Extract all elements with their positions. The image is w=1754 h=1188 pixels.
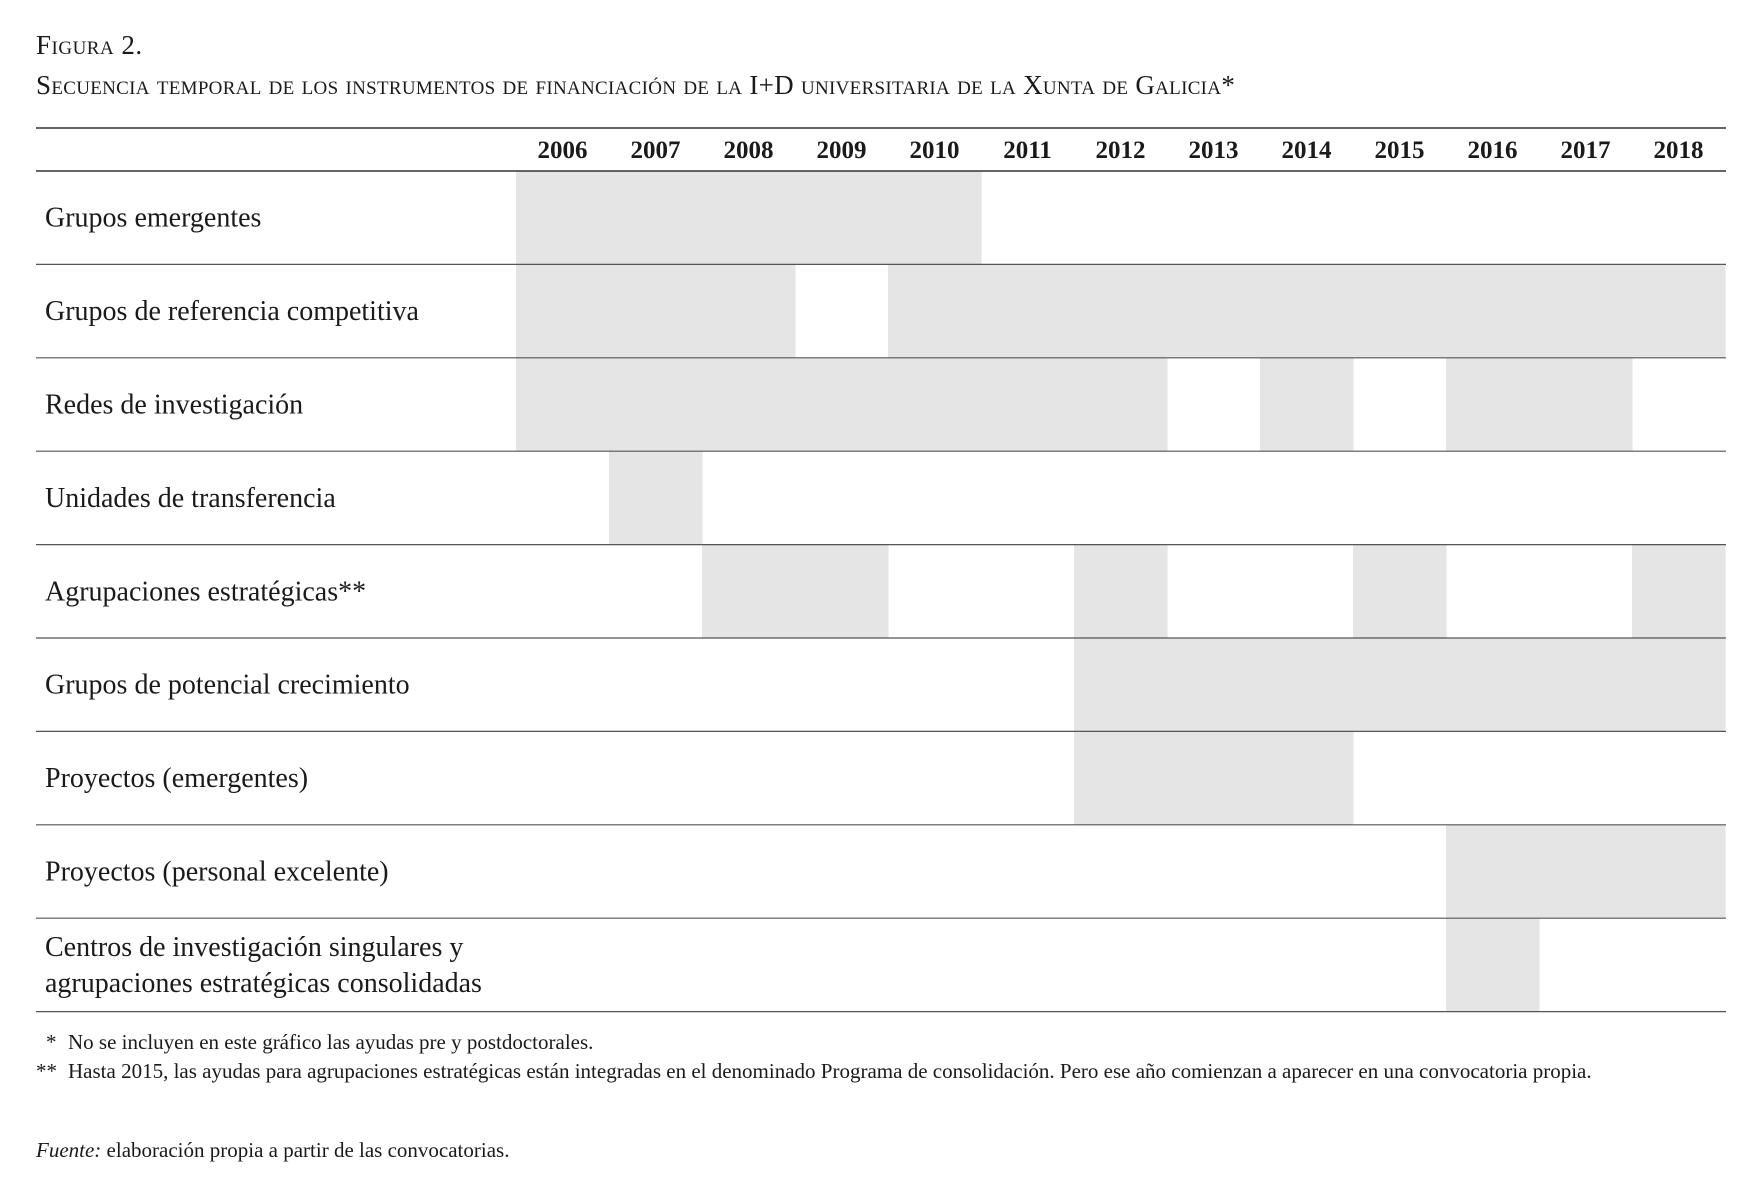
- active-cell-3-2016: [1446, 358, 1540, 451]
- footnote-1-text: No se incluyen en este gráfico las ayudas pre y postdoctorales.: [68, 1030, 594, 1054]
- active-cell-2-2017: [1539, 264, 1633, 357]
- active-cell-5-2018: [1632, 545, 1726, 638]
- active-cell-1-2008: [702, 171, 796, 264]
- active-cell-3-2008: [702, 358, 796, 451]
- active-cell-3-2007: [609, 358, 703, 451]
- active-cell-7-2012: [1074, 731, 1168, 824]
- active-cell-2-2018: [1632, 264, 1726, 357]
- footnote-1-mark: *: [46, 1030, 57, 1054]
- active-cell-6-2015: [1353, 638, 1447, 731]
- active-cell-6-2013: [1167, 638, 1261, 731]
- row-label-6: Grupos de potencial crecimiento: [45, 669, 410, 701]
- active-cell-2-2007: [609, 264, 703, 357]
- row-label-1: Grupos emergentes: [45, 202, 262, 234]
- active-cell-7-2013: [1167, 731, 1261, 824]
- active-cell-6-2018: [1632, 638, 1726, 731]
- source-note: [36, 1138, 509, 1163]
- active-cell-2-2016: [1446, 264, 1540, 357]
- row-label-5: Agrupaciones estratégicas**: [45, 576, 367, 608]
- row-label-4: Unidades de transferencia: [45, 482, 336, 514]
- active-cell-5-2009: [795, 545, 889, 638]
- footnote-2-mark: **: [36, 1059, 57, 1083]
- footnote-1: [36, 1028, 1726, 1057]
- active-cell-8-2016: [1446, 825, 1540, 918]
- active-cell-2-2006: [516, 264, 610, 357]
- year-header-2008: 2008: [723, 137, 774, 164]
- year-header-2018: 2018: [1653, 137, 1704, 164]
- year-header-2006: 2006: [537, 137, 588, 164]
- year-header-2012: 2012: [1095, 137, 1146, 164]
- active-cell-8-2018: [1632, 825, 1726, 918]
- active-cell-9-2016: [1446, 918, 1540, 1011]
- active-cell-8-2017: [1539, 825, 1633, 918]
- active-cell-1-2009: [795, 171, 889, 264]
- active-cell-1-2010: [888, 171, 982, 264]
- active-cell-3-2006: [516, 358, 610, 451]
- active-cell-2-2008: [702, 264, 796, 357]
- active-cell-1-2006: [516, 171, 610, 264]
- active-cell-7-2014: [1260, 731, 1354, 824]
- active-cell-6-2016: [1446, 638, 1540, 731]
- active-cell-3-2010: [888, 358, 982, 451]
- year-header-2011: 2011: [1003, 137, 1052, 164]
- active-cell-6-2017: [1539, 638, 1633, 731]
- footnote-2-text: Hasta 2015, las ayudas para agrupaciones estratégicas están integradas en el denominado Programa de consolidación. Pero ese año comienzan a aparecer en una convocatoria propia.: [68, 1059, 1592, 1083]
- source-label: Fuente:: [36, 1138, 102, 1162]
- active-cell-3-2017: [1539, 358, 1633, 451]
- row-label-8: Proyectos (personal excelente): [45, 856, 389, 888]
- year-header-2010: 2010: [909, 137, 960, 164]
- source-text: elaboración propia a partir de las convocatorias.: [106, 1138, 510, 1162]
- active-cell-2-2010: [888, 264, 982, 357]
- active-cell-5-2015: [1353, 545, 1447, 638]
- row-label-9-line-2: agrupaciones estratégicas consolidadas: [45, 967, 482, 999]
- active-cell-5-2012: [1074, 545, 1168, 638]
- active-cell-3-2012: [1074, 358, 1168, 451]
- active-cell-4-2007: [609, 451, 703, 544]
- year-header-2017: 2017: [1560, 137, 1611, 164]
- figure-number: Figura 2.: [36, 30, 143, 60]
- year-header-2014: 2014: [1281, 137, 1332, 164]
- row-label-9-line-1: Centros de investigación singulares y: [45, 931, 464, 963]
- active-cell-3-2011: [981, 358, 1075, 451]
- footnotes: [36, 1028, 1726, 1086]
- active-cell-3-2014: [1260, 358, 1354, 451]
- active-cell-2-2013: [1167, 264, 1261, 357]
- year-header-2015: 2015: [1374, 137, 1425, 164]
- active-cell-1-2007: [609, 171, 703, 264]
- year-header-2016: 2016: [1467, 137, 1518, 164]
- row-label-2: Grupos de referencia competitiva: [45, 296, 419, 328]
- row-label-7: Proyectos (emergentes): [45, 763, 309, 795]
- active-cell-2-2011: [981, 264, 1075, 357]
- active-cell-3-2009: [795, 358, 889, 451]
- active-cell-2-2015: [1353, 264, 1447, 357]
- footnote-2: [36, 1057, 1726, 1086]
- active-cell-2-2012: [1074, 264, 1168, 357]
- row-label-3: Redes de investigación: [45, 389, 304, 421]
- active-cell-6-2014: [1260, 638, 1354, 731]
- active-cell-5-2008: [702, 545, 796, 638]
- year-header-2007: 2007: [630, 137, 681, 164]
- year-header-2013: 2013: [1188, 137, 1239, 164]
- active-cell-6-2012: [1074, 638, 1168, 731]
- year-header-2009: 2009: [816, 137, 867, 164]
- figure-title: Secuencia temporal de los instrumentos de financiación de la I+D universitaria de la Xunta de Galicia*: [36, 70, 1236, 100]
- active-cell-2-2014: [1260, 264, 1354, 357]
